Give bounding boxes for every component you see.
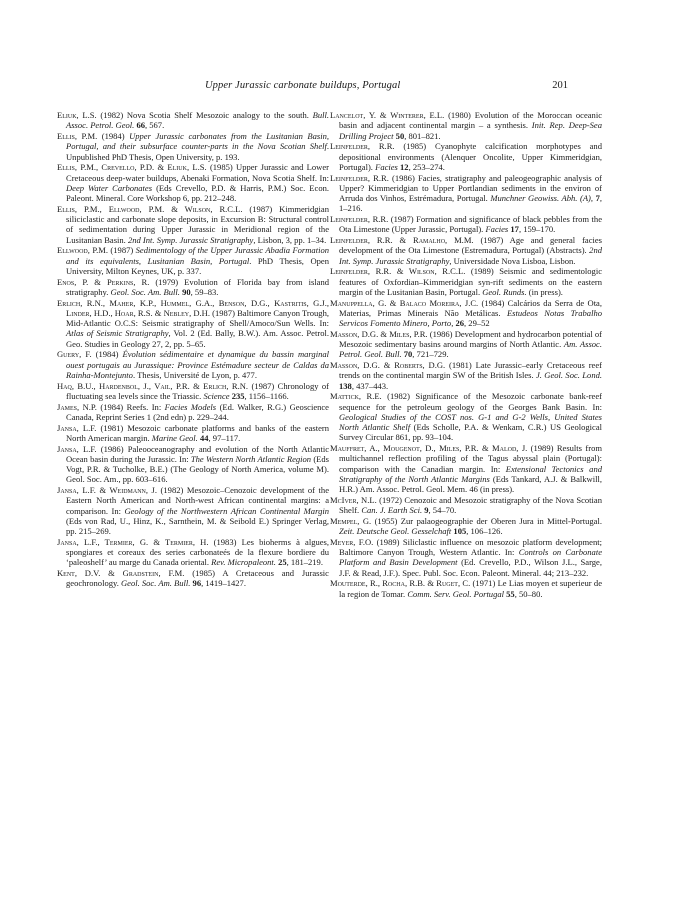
reference-source: Science (203, 390, 230, 401)
reference-entry (330, 298, 602, 329)
reference-authors: Leinfelder, R.R. (330, 214, 389, 224)
reference-text: , 106–126. (466, 526, 503, 536)
reference-entry (57, 444, 329, 485)
reference-source: Extensional Tectonics and Stratigraphy of the North Atlantic Margins (339, 463, 603, 484)
reference-text: , 159–170. (518, 224, 556, 235)
reference-text: (1986) Facies, stratigraphy and paleogeographic analysis of Upper? Kimmeridgian to Upper Portlandian sediments in the environ of Arruda dos Vinhos, Estrémadura, Portugal. (339, 172, 602, 203)
reference-text: (1984) Calcários da Serra de Ota, Materias, Primas Minerais Não Metálicas. (339, 297, 602, 318)
reference-source: Geol. Soc. Am. Bull. (121, 578, 191, 589)
reference-authors: Ellis, P.M., Crevello, P.D. & Eliuk, L.S. (57, 162, 207, 173)
reference-text: (1984) Reefs. In: (96, 401, 165, 412)
reference-entry (57, 402, 329, 423)
reference-volume: 44 (199, 432, 209, 443)
reference-entry (330, 360, 602, 391)
reference-entry (330, 391, 602, 442)
reference-text: (Eds Scholle, P.A. & Wenkam, C.R.) US Geological Survey Circular 861, pp. 93–104. (339, 422, 603, 443)
reference-text: (Eds Vogt, P.R. & Tucholke, B.E.) (The Geology of North America, volume M). Geol. Soc. Am., pp. 603–616. (66, 453, 330, 485)
reference-text: (1972) Cenozoic and Mesozoic stratigraphy of the Nova Scotian Shelf. (339, 494, 602, 515)
reference-text: (1987) Baltimore Canyon Trough, Mid-Atlantic O.C.S: Seismic stratigraphy of Shell/Amoco/Sun Wells. In: (66, 307, 329, 328)
reference-volume: 17 (510, 224, 519, 235)
reference-text: (1955) Zur palaogeographie der Oberen Jura in Mittel-Portugal. (371, 515, 602, 526)
reference-entry (57, 298, 329, 349)
reference-authors: Erlich, R.N., Maher, K.P., Hummel, G.A., Benson, D.G., Kastritis, G.J., Linder, H.D., Hoar, R.S. & Nebley, D.H. (57, 297, 329, 318)
reference-text: , 97–117. (208, 432, 241, 443)
reference-text: (1971) Le Lias moyen et superieur de la region de Tomar. (339, 578, 602, 599)
reference-authors: Jansa, L.F. (57, 422, 97, 433)
reference-text: , Universidade Nova Lisboa, Lisbon. (449, 255, 576, 266)
reference-source: Estudeos Notas Trabalho Servicos Fomento Minero, Porto (339, 307, 602, 328)
reference-volume: 25 (278, 557, 287, 568)
reference-authors: Jansa, L.F., Termier, G. & Termier, H. (57, 536, 209, 547)
reference-text: , 1419–1427. (201, 578, 246, 589)
reference-text: (1981) Mesozoic carbonate platforms and banks of the eastern North American margin. (66, 422, 329, 443)
reference-source: Marine Geol. (151, 432, 198, 443)
reference-text: (1987) Age and general facies development of the Ota Limestone (Estremadura, Portugal) (Abstracts). (339, 235, 602, 256)
reference-source: Évolution sédimentaire et dynamique du bassin marginal ouest portugais au Jurassique: Province Estémadure secteur de Caldas da Rainha-Montejunto (66, 349, 329, 380)
reference-text: (1982) Nova Scotia Shelf Mesozoic analogy to the south. (96, 110, 313, 120)
reference-source: Facies (485, 224, 509, 235)
reference-entry (330, 214, 602, 235)
reference-volume: 12 (400, 161, 409, 172)
reference-text: (Eds Tankard, A.J. & Balkwill, H.R.) Am. Assoc. Petrol. Geol. Mem. 46 (in press). (339, 473, 602, 494)
reference-text: . Unpublished PhD Thesis, Open University, p. 193. (66, 141, 329, 162)
reference-text: (1985) Upper Jurassic and Lower Cretaceous deep-water buildups, Abenaki Formation, Nova Scotia Shelf. In: (66, 162, 329, 183)
reference-authors: McIver, N.L. (330, 494, 377, 505)
reference-text: (in press). (526, 286, 563, 297)
reference-text: , 181–219. (286, 557, 323, 568)
reference-authors: Masson, D.G. & Miles, P.R. (330, 328, 428, 339)
reference-text: , 253–274. (408, 161, 445, 172)
reference-text: (Eds Crevello, P.D. & Harris, P.M.) Soc. Econ. Paleont. Mineral. Core Workshop 6, pp. 212–248. (66, 182, 330, 203)
reference-source: Geol. Soc. Am. Bull. (110, 286, 180, 297)
reference-entry (57, 277, 329, 298)
reference-text: (Eds von Rad, U., Hinz, K., Sarnthein, M. & Seibold E.) Springer Verlag, pp. 215–269. (66, 515, 329, 536)
reference-authors: Mouterde, R., Rocha, R.B. & Ruget, C. (330, 578, 471, 589)
running-title: Upper Jurassic carbonate buildups, Portugal (205, 80, 401, 91)
reference-authors: Kent, D.V. & Gradstein, F.M. (57, 568, 185, 578)
reference-source: Upper Jurassic carbonates from the Lusitanian Basin, Portugal, and their subsurface counter-parts in the Nova Scotian Shelf (66, 131, 329, 152)
reference-volume: 7 (595, 193, 600, 203)
reference-text: (1982) Significance of the Mesozoic carbonate bank-reef sequence for the petroleum geology of the Georges Bank Basin. In: (339, 391, 602, 412)
reference-volume: 50 (395, 130, 405, 141)
reference-text: (1987) Kimmeridgian siliciclastic and carbonate slope deposits, in Excursion B: Structural control of sedimentation during Upper Jurassic in Meridional region of the Lusitanian Basin. (66, 203, 330, 245)
reference-text: (1983) Les bioherms à algues, spongiares et coreaux des series carbonateés de la flexure bordiere du ‘paleoshelf’ au marge du Canada oriental. (66, 536, 329, 568)
reference-volume: 66 (136, 120, 145, 131)
reference-entry (57, 162, 329, 203)
reference-authors: Masson, D.G. & Roberts, D.G. (330, 360, 446, 370)
reference-entry (330, 443, 602, 494)
reference-text: (1986) Development and hydrocarbon potential of Mesozoic sedimentary basins around margins of North Atlantic. (339, 328, 602, 349)
reference-source: Can. J. Earth Sci. (361, 505, 423, 515)
page-number: 201 (552, 80, 568, 91)
reference-entry (330, 110, 602, 141)
reference-text: (1981) Late Jurassic–early Cretaceous reef trends on the continental margin SW of the British Isles. (339, 360, 602, 381)
reference-authors: Eliuk, L.S. (57, 110, 97, 120)
reference-volume: 90 (182, 286, 191, 297)
reference-entry (57, 131, 329, 162)
running-header (0, 80, 691, 96)
reference-authors: Guery, F. (57, 349, 92, 360)
reference-authors: Manuppella, G. & Balaco Moreira, J.C. (330, 297, 479, 308)
reference-authors: Mattick, R.E. (330, 391, 382, 402)
reference-text: . PhD Thesis, Open University, Milton Keynes, UK, p. 337. (66, 255, 329, 276)
reference-authors: Leinfelder, R.R. & Ramalho, M.M. (330, 235, 474, 245)
reference-volume: 96 (192, 578, 202, 589)
reference-text: , 1–216. (339, 193, 602, 214)
reference-text: , (590, 193, 596, 203)
reference-text: (1987) Chronology of fluctuating sea levels since the Triassic. (66, 380, 330, 401)
reference-source: Zeit. Deutsche Geol. Gesselchaft (339, 526, 452, 536)
reference-source: Sedimentology of the Upper Jurassic Abadia Formation and its equivalents, Lusitanian Basin, Portugal (66, 245, 330, 266)
reference-text: (Ed. Walker, R.G.) Geoscience Canada, Reprint Series 1 (2nd edn) p. 229–244. (66, 401, 329, 422)
reference-volume: 55 (506, 588, 515, 599)
reference-source: Deep Water Carbonates (66, 182, 153, 193)
reference-text: (Ed. Crevello, P.D., Wilson J.L., Sarge, J.F. & Read, J.F.). Spec. Publ. Soc. Econ. Paleont. Mineral. 44; 213–232. (339, 557, 602, 578)
reference-authors: Jansa, L.F. (57, 443, 97, 454)
reference-source: Geology of the Northwestern African Continental Margin (124, 505, 329, 516)
reference-entry (330, 516, 602, 537)
reference-entry (57, 381, 329, 402)
reference-text: , Vol. 2 (Ed. Bally, B.W.). Am. Assoc. Petrol. Geo. Studies in Geology 27, 2, pp. 5–65. (66, 328, 329, 349)
reference-authors: Mempel, G. (330, 515, 372, 526)
reference-entry (330, 495, 602, 516)
reference-source: 2nd Int. Symp. Jurassic Stratigraphy (339, 245, 602, 266)
reference-source: Bull. Assoc. Petrol. Geol. (66, 110, 329, 131)
reference-entry (330, 173, 602, 214)
reference-entry (57, 204, 329, 245)
references-column-left (57, 110, 329, 589)
reference-authors: Enos, P. & Perkins, R. (57, 276, 150, 287)
reference-authors: Leinfelder, R.R. (330, 141, 395, 152)
reference-source: Geological Studies of the COST nos. G-1 and G-2 Wells, United States North Atlantic Shelf (339, 411, 602, 432)
reference-text: , (451, 318, 456, 328)
reference-source: Facies Models (164, 401, 217, 412)
reference-entry (57, 485, 329, 536)
reference-authors: Leinfelder, R.R. (330, 172, 389, 183)
reference-text: (1989) Siliclastic influence on mesozoic platform development; Baltimore Canyon Trough, Western Atlantic. In: (339, 536, 602, 557)
reference-entry (57, 245, 329, 276)
reference-text: (1979) Evolution of Florida bay from island stratigraphy. (66, 276, 329, 297)
reference-text: (1989) Seismic and sedimentologic features of Oxfordian–Kimmeridgian syn-rift sediments on the eastern margin of the Lusitanian Basin, Portugal. (339, 266, 602, 297)
reference-volume: 138 (339, 380, 352, 391)
reference-entry (57, 349, 329, 380)
reference-text: , Lisbon, 3, pp. 1–34. (253, 234, 327, 245)
reference-source: Facies (375, 161, 398, 172)
reference-text: (1984) (91, 349, 123, 360)
reference-text: (1985) A Cretaceous and Jurassic geochronology. (66, 568, 329, 589)
reference-text: , 29–52 (464, 318, 490, 328)
reference-source: Am. Assoc. Petrol. Geol. Bull. (339, 339, 602, 360)
reference-text: (1989) Results from multichannel reflection profiling of the Tagus abyssal plain (Portugal): comparison with the Canadian margin. In: (339, 443, 602, 474)
reference-authors: Ellis, P.M. (57, 131, 98, 141)
reference-text: , 567. (144, 120, 165, 131)
reference-entry (57, 568, 329, 589)
reference-source: Init. Rep. Deep-Sea Drilling Project (339, 120, 602, 141)
reference-source: Munchner Geowiss. Abh. (A) (490, 193, 591, 203)
reference-text: (1987) Formation and significance of black pebbles from the Ota Limestone (Upper Jurassic, Portugal). (339, 214, 602, 235)
reference-entry (330, 266, 602, 297)
reference-text: (1986) Paleooceanography and evolution of the North Atlantic Ocean basin during the Jurassic. In: (66, 443, 329, 464)
reference-authors: Mauffret, A., Mougenot, D., Miles, P.R. & Malod, J. (330, 443, 528, 453)
reference-authors: James, N.P. (57, 401, 97, 412)
reference-text: . Thesis, Université de Lyon, p. 477. (132, 369, 257, 380)
reference-source: Controls on Carbonate Platform and Basin Development (339, 547, 602, 568)
reference-source: Geol. Runds. (482, 286, 527, 297)
reference-authors: Jansa, L.F. & Weidmann, J. (57, 485, 158, 495)
reference-volume: 235 (231, 390, 245, 401)
reference-entry (330, 141, 602, 172)
reference-authors: Lancelot, Y. & Winterer, E.L. (330, 110, 445, 120)
reference-text: (1987) (108, 245, 136, 256)
reference-source: The Western North Atlantic Region (190, 453, 312, 464)
reference-text: (1984) (97, 131, 130, 141)
reference-entry (330, 537, 602, 578)
reference-volume: 70 (403, 349, 413, 360)
reference-source: Comm. Serv. Geol. Portugal (407, 588, 505, 599)
references-column-right (330, 110, 602, 599)
reference-entry (330, 578, 602, 599)
reference-authors: Meyer, F.O. (330, 536, 374, 547)
reference-volume: 105 (453, 526, 467, 536)
reference-source: Rev. Micropaleont. (211, 557, 276, 568)
reference-entry (57, 423, 329, 444)
reference-entry (330, 329, 602, 360)
reference-source: 2nd Int. Symp. Jurassic Stratigraphy (127, 234, 254, 245)
reference-volume: 9 (424, 505, 429, 515)
reference-text: (1985) Cyanophyte calcification morphotypes and depositional environments (Alenquer Oncolite, Upper Kimmeridgian, Portugal). (339, 141, 602, 172)
reference-text: , 50–80. (514, 588, 543, 599)
reference-text: (1982) Mesozoic–Cenozoic development of the Eastern North American and North-west African continental margins: a comparison. In: (66, 485, 329, 516)
reference-source: Atlas of Seismic Stratigraphy (66, 328, 169, 339)
reference-authors: Haq, B.U., Hardenbol, J., Vail, P.R. & Erlich, R.N. (57, 380, 249, 391)
reference-entry (57, 110, 329, 131)
reference-text: , 54–70. (428, 505, 457, 515)
reference-text: , 721–729. (412, 349, 449, 360)
reference-text: (1980) Evolution of the Moroccan oceanic basin and adjacent continental margin – a synthesis. (339, 110, 602, 131)
reference-text: , 437–443. (351, 380, 389, 391)
reference-authors: Ellis, P.M., Ellwood, P.M. & Wilson, R.C.L. (57, 203, 243, 214)
reference-source: J. Geol. Soc. Lond. (536, 370, 603, 381)
reference-text: , 801–821. (404, 130, 441, 141)
reference-text: , 59–83. (190, 286, 219, 297)
reference-authors: Leinfelder, R.R. & Wilson, R.C.L. (330, 266, 466, 277)
reference-volume: 26 (455, 318, 465, 328)
reference-text: , 1156–1166. (244, 390, 289, 401)
reference-entry (57, 537, 329, 568)
reference-entry (330, 235, 602, 266)
reference-authors: Ellwood, P.M. (57, 245, 109, 256)
